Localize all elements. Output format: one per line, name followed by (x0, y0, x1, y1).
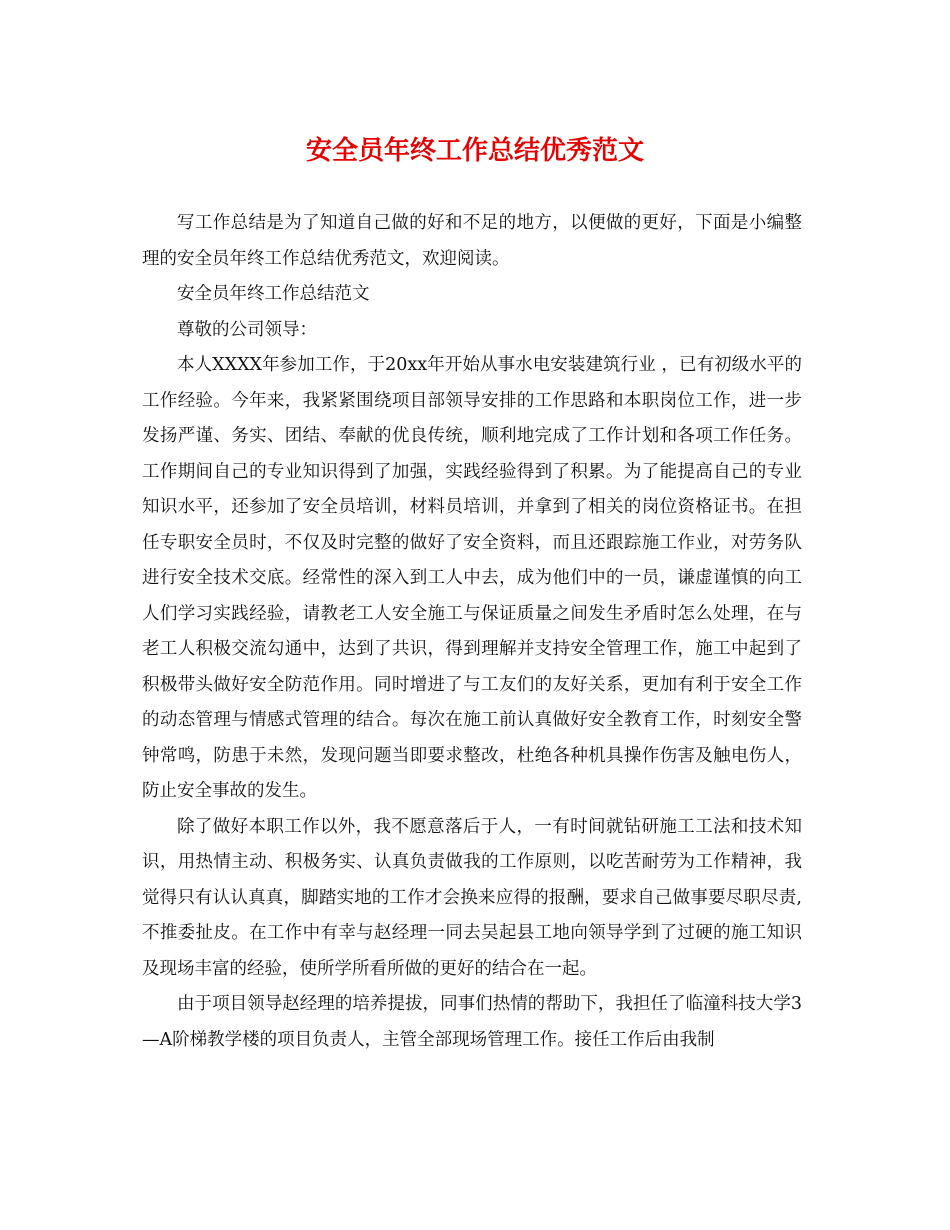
paragraph-subtitle: 安全员年终工作总结范文 (177, 284, 370, 304)
paragraph-salutation: 尊敬的公司领导： (177, 319, 317, 340)
paragraph-body-3: 由于项目领导赵经理的培养提拔，同事们热情的帮助下，我担任了临潼科技大学3—A阶梯教学楼的项目负责人，主管全部现场管理工作。接任工作后由我制 (142, 994, 802, 1050)
paragraph-body-1: 本人XXXX年参加工作，于20xx年开始从事水电安装建筑行业 ，已有初级水平的工作经验。今年来，我紧紧围绕项目部领导安排的工作思路和本职岗位工作，进一步发扬严谨、务实、团结、奉献的优良传统，顺利地完成了工作计划和各项工作任务。工作期间自己的专业知识得到了加强，实践经验得到了积累。为了能提高自己的专业知识水平，还参加了安全员培训，材料员培训，并拿到了相关的岗位资格证书。在担任专职安全员时，不仅及时完整的做好了安全资料，而且还跟踪施工作业，对劳务队进行安全技术交底。经常性的深入到工人中去，成为他们中的一员，谦虚谨慎的向工人们学习实践经验，请教老工人安全施工与保证质量之间发生矛盾时怎么处理，在与老工人积极交流勾通中，达到了共识，得到理解并支持安全管理工作，施工中起到了积极带头做好安全防范作用。同时增进了与工友们的友好关系，更加有利于安全工作的动态管理与情感式管理的结合。每次在施工前认真做好安全教育工作，时刻安全警钟常鸣，防患于未然，发现问题当即要求整改，杜绝各种机具操作伤害及触电伤人，防止安全事故的发生。 (142, 355, 802, 801)
paragraph-body-2: 除了做好本职工作以外，我不愿意落后于人，一有时间就钻研施工工法和技术知识，用热情主动、积极务实、认真负责做我的工作原则，以吃苦耐劳为工作精神，我觉得只有认认真真，脚踏实地的工作才会换来应得的报酬，要求自己做事要尽职尽责,不推委扯皮。在工作中有幸与赵经理一同去吴起县工地向领导学到了过硬的施工知识及现场丰富的经验，使所学所看所做的更好的结合在一起。 (142, 816, 802, 979)
document-body (142, 206, 802, 1058)
paragraph-intro: 写工作总结是为了知道自己做的好和不足的地方，以便做的更好，下面是小编整理的安全员年终工作总结优秀范文，欢迎阅读。 (142, 213, 802, 269)
document-title: 安全员年终工作总结优秀范文 (305, 136, 644, 166)
